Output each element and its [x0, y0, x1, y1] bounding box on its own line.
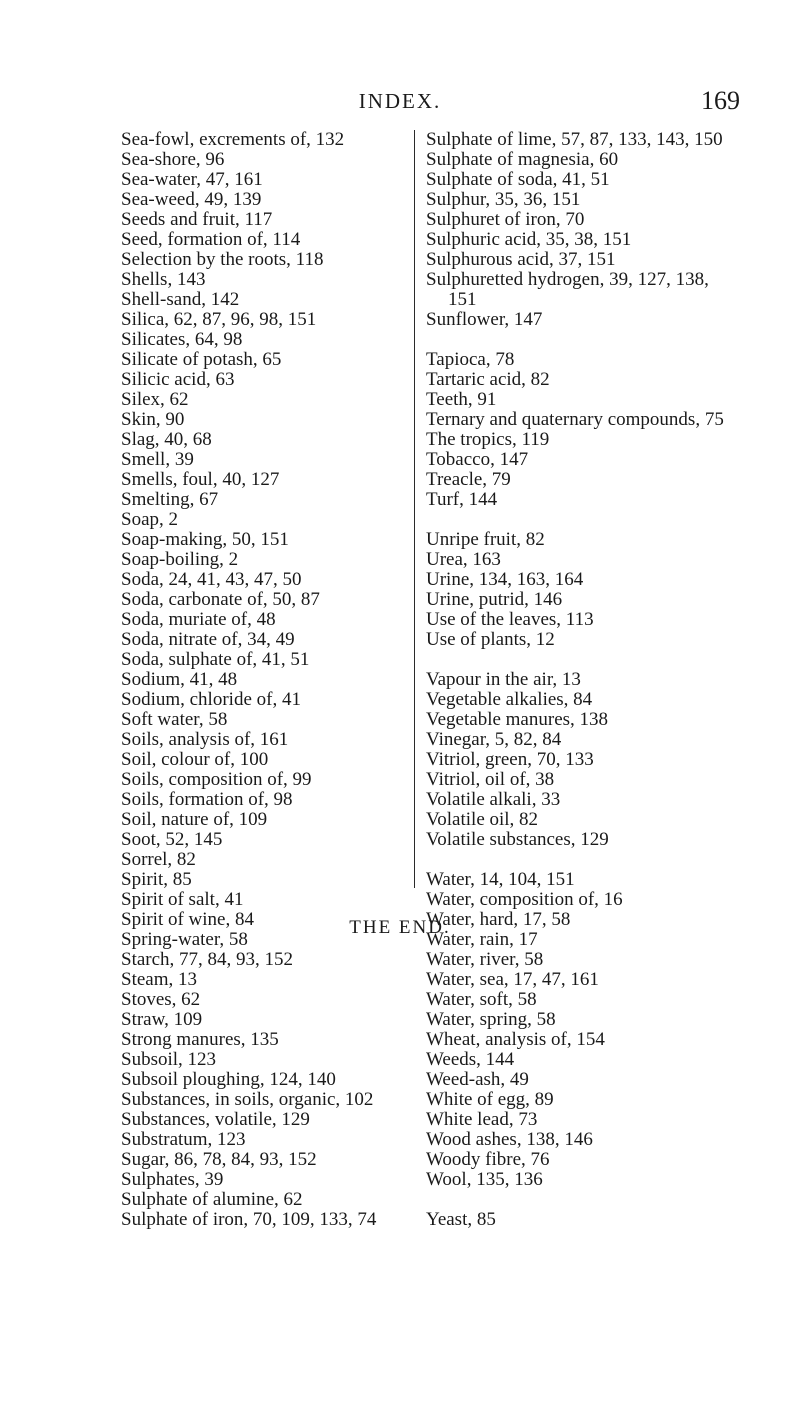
- letter-group: [426, 130, 736, 330]
- index-entry: Turf, 144: [426, 489, 498, 510]
- index-entry: Volatile substances, 129: [426, 829, 609, 850]
- running-header-title: INDEX.: [358, 89, 442, 113]
- index-entry: Water, hard, 17, 58: [426, 909, 571, 930]
- index-entry: Seeds and fruit, 117: [121, 209, 273, 230]
- index-entry: Tobacco, 147: [426, 449, 529, 470]
- index-entry: Substances, in soils, organic, 102: [121, 1089, 374, 1110]
- index-entry: Silex, 62: [121, 389, 189, 410]
- index-entry: Teeth, 91: [426, 389, 497, 410]
- index-entry: Stoves, 62: [121, 989, 201, 1010]
- index-entry: Vitriol, green, 70, 133: [426, 749, 594, 770]
- index-entry: Sulphate of alumine, 62: [121, 1189, 303, 1210]
- index-entry: Soot, 52, 145: [121, 829, 223, 850]
- index-entry: Subsoil ploughing, 124, 140: [121, 1069, 336, 1090]
- index-entry: Water, composition of, 16: [426, 889, 623, 910]
- index-entry: Wheat, analysis of, 154: [426, 1029, 605, 1050]
- index-entry: Sea-water, 47, 161: [121, 169, 263, 190]
- index-entry: Soils, composition of, 99: [121, 769, 312, 790]
- index-entry: Tartaric acid, 82: [426, 369, 550, 390]
- index-entry: White lead, 73: [426, 1109, 538, 1130]
- index-entry: Volatile oil, 82: [426, 809, 539, 830]
- index-entry: Sulphur, 35, 36, 151: [426, 189, 581, 210]
- index-entry: Sea-fowl, excrements of, 132: [121, 129, 345, 150]
- index-entry: Sunflower, 147: [426, 309, 543, 330]
- index-entry: Yeast, 85: [426, 1209, 496, 1230]
- index-entry: Strong manures, 135: [121, 1029, 279, 1050]
- index-entry: Sorrel, 82: [121, 849, 196, 870]
- index-entry: Substances, volatile, 129: [121, 1109, 310, 1130]
- index-entry: Shell-sand, 142: [121, 289, 240, 310]
- index-entry: Treacle, 79: [426, 469, 511, 490]
- index-entry: Sulphate of lime, 57, 87, 133, 143, 150: [426, 129, 723, 150]
- index-entry: Water, rain, 17: [426, 929, 538, 950]
- index-entry: Weed-ash, 49: [426, 1069, 529, 1090]
- index-entry: Vegetable manures, 138: [426, 709, 609, 730]
- index-entry: Spirit of salt, 41: [121, 889, 244, 910]
- index-entry: Vinegar, 5, 82, 84: [426, 729, 562, 750]
- index-entry: Tapioca, 78: [426, 349, 515, 370]
- index-entry: Urine, putrid, 146: [426, 589, 563, 610]
- index-entry: Smell, 39: [121, 449, 194, 470]
- letter-group-gap: [426, 510, 736, 530]
- index-entry: The tropics, 119: [426, 429, 550, 450]
- index-entry: Silicate of potash, 65: [121, 349, 282, 370]
- letter-group-gap: [426, 850, 736, 870]
- index-entry: Sulphate of soda, 41, 51: [426, 169, 610, 190]
- index-entry: Soils, analysis of, 161: [121, 729, 289, 750]
- index-entry: Subsoil, 123: [121, 1049, 217, 1070]
- index-entry: Sulphuret of iron, 70: [426, 209, 585, 230]
- index-entry: White of egg, 89: [426, 1089, 554, 1110]
- letter-group-gap: [426, 650, 736, 670]
- index-column-right: [426, 130, 736, 1230]
- index-entry: Straw, 109: [121, 1009, 203, 1030]
- index-entry: Wool, 135, 136: [426, 1169, 543, 1190]
- column-divider-rule: [414, 130, 415, 888]
- index-entry: Urea, 163: [426, 549, 501, 570]
- index-entry: Soap-boiling, 2: [121, 549, 239, 570]
- index-column-left: [121, 130, 411, 1230]
- index-entry: Spirit, 85: [121, 869, 192, 890]
- index-entry: Sea-weed, 49, 139: [121, 189, 262, 210]
- index-entry: Soft water, 58: [121, 709, 228, 730]
- index-entry: Unripe fruit, 82: [426, 529, 545, 550]
- letter-group: [426, 670, 736, 850]
- index-entry: Sugar, 86, 78, 84, 93, 152: [121, 1149, 317, 1170]
- index-entry: Sulphates, 39: [121, 1169, 224, 1190]
- index-entry: Woody fibre, 76: [426, 1149, 550, 1170]
- index-entry: Sea-shore, 96: [121, 149, 225, 170]
- letter-group-gap: [426, 1190, 736, 1210]
- index-entry: Weeds, 144: [426, 1049, 515, 1070]
- index-entry: Soap, 2: [121, 509, 178, 530]
- index-entry: Soda, muriate of, 48: [121, 609, 276, 630]
- index-entry: Water, 14, 104, 151: [426, 869, 575, 890]
- page-number: 169: [701, 86, 740, 115]
- index-entry: Soda, sulphate of, 41, 51: [121, 649, 310, 670]
- index-entry: Water, soft, 58: [426, 989, 537, 1010]
- index-entry: Sulphate of iron, 70, 109, 133, 74: [121, 1209, 377, 1230]
- letter-group: [426, 1210, 736, 1230]
- index-entry: Smells, foul, 40, 127: [121, 469, 280, 490]
- index-entry: Selection by the roots, 118: [121, 249, 324, 270]
- index-entry: Starch, 77, 84, 93, 152: [121, 949, 294, 970]
- letter-group: [426, 350, 736, 510]
- index-entry: Soda, 24, 41, 43, 47, 50: [121, 569, 302, 590]
- index-entry: Sulphurous acid, 37, 151: [426, 249, 616, 270]
- index-entry: Substratum, 123: [121, 1129, 246, 1150]
- index-entry: Spring-water, 58: [121, 929, 248, 950]
- index-entry: Slag, 40, 68: [121, 429, 212, 450]
- index-entry: Wood ashes, 138, 146: [426, 1129, 593, 1150]
- index-entry: Sodium, 41, 48: [121, 669, 238, 690]
- index-entry: Soap-making, 50, 151: [121, 529, 289, 550]
- letter-group-gap: [426, 330, 736, 350]
- index-entry: Soil, nature of, 109: [121, 809, 268, 830]
- index-entry: Soda, carbonate of, 50, 87: [121, 589, 320, 610]
- index-entry: Spirit of wine, 84: [121, 909, 254, 930]
- index-entry: Soda, nitrate of, 34, 49: [121, 629, 295, 650]
- index-entry: Shells, 143: [121, 269, 206, 290]
- index-entry: Seed, formation of, 114: [121, 229, 301, 250]
- index-entry: Water, sea, 17, 47, 161: [426, 969, 599, 990]
- the-end-footer: THE END.: [349, 917, 451, 938]
- index-entry: Silicic acid, 63: [121, 369, 235, 390]
- index-entry: Water, spring, 58: [426, 1009, 556, 1030]
- index-entry: Water, river, 58: [426, 949, 544, 970]
- index-entry: Silicates, 64, 98: [121, 329, 243, 350]
- index-entry: Use of the leaves, 113: [426, 609, 594, 630]
- index-entry: Urine, 134, 163, 164: [426, 569, 584, 590]
- index-entry: Vitriol, oil of, 38: [426, 769, 555, 790]
- index-entry: Soil, colour of, 100: [121, 749, 269, 770]
- index-entry: Volatile alkali, 33: [426, 789, 561, 810]
- index-entry: Sulphate of magnesia, 60: [426, 149, 619, 170]
- index-entry: Soils, formation of, 98: [121, 789, 293, 810]
- index-entry: Smelting, 67: [121, 489, 219, 510]
- index-entry: Sulphuretted hydrogen, 39, 127, 138, 151: [426, 269, 709, 310]
- letter-group: [426, 530, 736, 650]
- index-entry: Vapour in the air, 13: [426, 669, 581, 690]
- index-entry: Ternary and quaternary compounds, 75: [426, 409, 724, 430]
- index-entry: Sodium, chloride of, 41: [121, 689, 301, 710]
- index-entry: Vegetable alkalies, 84: [426, 689, 593, 710]
- index-entry: Silica, 62, 87, 96, 98, 151: [121, 309, 317, 330]
- index-entry: Sulphuric acid, 35, 38, 151: [426, 229, 632, 250]
- index-entry: Steam, 13: [121, 969, 197, 990]
- index-entry: Use of plants, 12: [426, 629, 555, 650]
- index-entry: Skin, 90: [121, 409, 185, 430]
